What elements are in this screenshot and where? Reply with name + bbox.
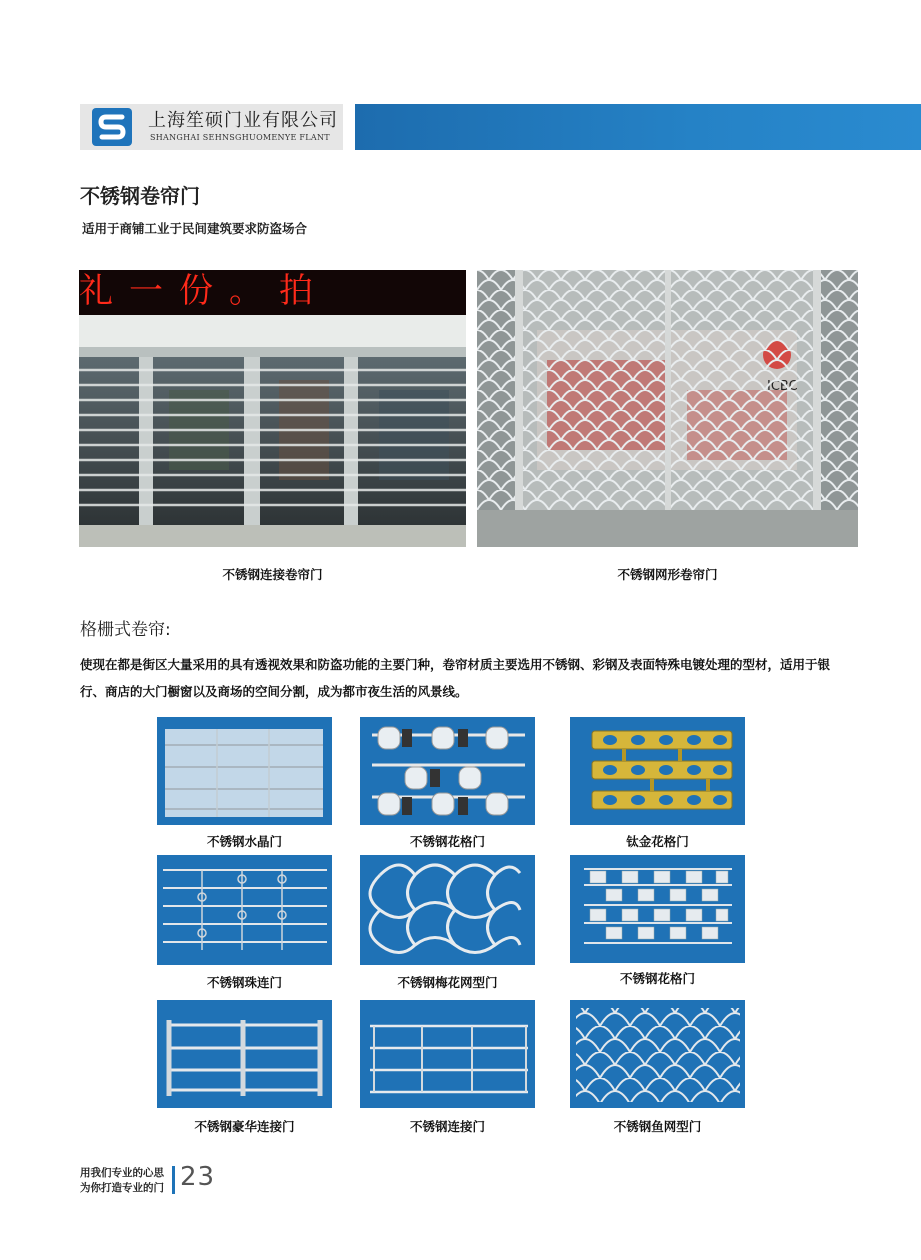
photo-caption: 不锈钢网形卷帘门 bbox=[617, 567, 718, 582]
sample-crystal-door bbox=[157, 717, 332, 825]
sample-flower-grid-door bbox=[360, 717, 535, 825]
sample-plum-mesh-door bbox=[360, 855, 535, 965]
company-name-cn: 上海笙硕门业有限公司 bbox=[148, 110, 338, 131]
photo-connected-shutter bbox=[79, 270, 466, 547]
sample-titanium-grid-door bbox=[570, 717, 745, 825]
sample-caption: 不锈钢水晶门 bbox=[206, 834, 282, 849]
header-blue-bar bbox=[355, 104, 921, 150]
company-name-en: SHANGHAI SEHNSGHUOMENYE FLANT bbox=[150, 133, 330, 142]
sample-caption: 钛金花格门 bbox=[626, 834, 689, 849]
footer-slogan bbox=[80, 1166, 164, 1196]
page-title: 不锈钢卷帘门 bbox=[80, 184, 200, 208]
photo-caption: 不锈钢连接卷帘门 bbox=[222, 567, 323, 582]
sample-caption: 不锈钢珠连门 bbox=[206, 975, 282, 990]
sample-caption: 不锈钢花格门 bbox=[409, 834, 485, 849]
footer-line-1: 用我们专业的心思 bbox=[80, 1167, 164, 1179]
page-subtitle: 适用于商铺工业于民间建筑要求防盗场合 bbox=[82, 221, 308, 236]
sample-caption: 不锈钢连接门 bbox=[409, 1119, 485, 1134]
s-logo-icon bbox=[92, 108, 132, 146]
sample-caption: 不锈钢豪华连接门 bbox=[194, 1119, 295, 1134]
led-sign-text: 礼一份。拍 bbox=[79, 271, 329, 311]
photo-mesh-shutter bbox=[477, 270, 858, 547]
sample-fishnet-door bbox=[570, 1000, 745, 1108]
sample-luxury-connect-door bbox=[157, 1000, 332, 1108]
sample-flower-grid-door-2 bbox=[570, 855, 745, 963]
sample-caption: 不锈钢花格门 bbox=[619, 971, 695, 986]
footer-divider bbox=[172, 1166, 175, 1194]
sample-caption: 不锈钢鱼网型门 bbox=[613, 1119, 702, 1134]
section-heading: 格栅式卷帘: bbox=[80, 620, 171, 640]
sample-caption: 不锈钢梅花网型门 bbox=[397, 975, 498, 990]
sample-bead-door bbox=[157, 855, 332, 965]
sample-connect-door bbox=[360, 1000, 535, 1108]
page-number: 23 bbox=[180, 1162, 216, 1192]
section-description: 使现在都是街区大量采用的具有透视效果和防盗功能的主要门种，卷帘材质主要选用不锈钢、彩钢及表面特殊电镀处理的型材，适用于银行、商店的大门橱窗以及商场的空间分割，成为都市夜生活的风景线。 bbox=[80, 657, 831, 699]
footer-line-2: 为你打造专业的门 bbox=[80, 1182, 164, 1194]
